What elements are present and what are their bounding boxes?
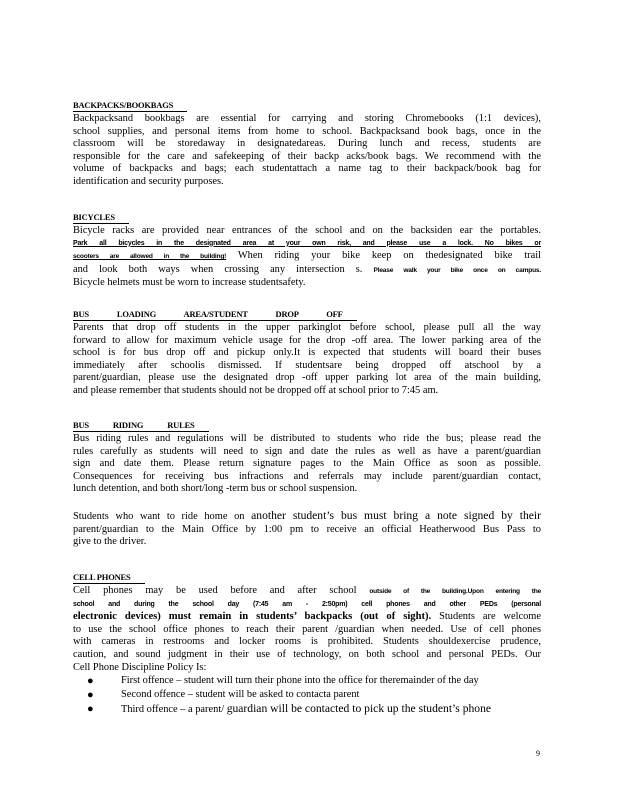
bus-loading-heading: BUS LOADING AREA/STUDENT DROP OFF — [73, 309, 357, 321]
bus-pass-note-line: give to the driver. — [73, 536, 147, 548]
bus-loading-line: parent/guardian, please use the designated drop -off upper parking lot area of the main building, — [73, 372, 541, 384]
cell-phones-heading: CELL PHONES — [73, 572, 145, 584]
page-number: 9 — [536, 749, 540, 758]
list-item: ● Second offence – student will be asked to contacta parent — [87, 689, 360, 702]
bicycles-text: and look both ways when crossing any intersection s. — [73, 263, 374, 275]
bicycles-rule-line: Park all bicycles in the designated area at your own risk, and please use a lock. No bikes or — [73, 239, 541, 247]
backpacks-line: Backpacksand bookbags are essential for carrying and storing Chromebooks (1:1 devices), — [73, 113, 541, 124]
cell-phones-policy-line: Cell Phone Discipline Policy Is: — [73, 661, 207, 673]
bus-pass-note-text: another student’s bus must bring a note signed by their — [251, 509, 541, 522]
bus-loading-line: school is for bus drop off and pickup only.It is expected that students will board their buses — [73, 347, 541, 359]
cell-phones-text: Students are welcome — [431, 611, 541, 623]
bus-loading-line: forward to allow for maximum vehicle usage for the drop -off area. The lower parking area of the — [73, 334, 541, 346]
bicycles-last-line: Bicycle helmets must be worn to increase studentsafety. — [73, 277, 306, 289]
backpacks-line: classroom will be storedaway in designatedareas. During lunch and recess, students are — [73, 138, 541, 150]
list-item: ● Third offence – a parent/ guardian will be contacted to pick up the student’s phone — [87, 702, 492, 716]
cell-phones-line: to use the school office phones to reach their parent /guardian when needed. Use of cell phones — [73, 623, 541, 635]
bicycles-line — [73, 250, 541, 264]
bus-riding-heading: BUS RIDING RULES — [73, 420, 209, 432]
bicycles-line — [73, 264, 541, 278]
bus-loading-section — [73, 304, 541, 398]
cell-phones-line: with cameras in restrooms and locker rooms is prohibited. Students shouldexercise prudence, — [73, 636, 541, 648]
list-item: ● First offence – student will turn their phone into the office for theremainder of the day — [87, 675, 479, 688]
cell-phones-rule-line: school and during the school day (7:45 am - 2:50pm) cell phones and other PEDs (personal — [73, 600, 541, 608]
bus-pass-note-line — [73, 510, 541, 524]
backpacks-line: school supplies, and personal items from home to school. Backpacksand book bags, once in the — [73, 125, 541, 137]
bicycles-rule-text: scooters are allowed in the building! — [73, 253, 227, 261]
bus-loading-line: Parents that drop off students in the upper parkinglot before school, please pull all the way — [73, 322, 541, 333]
bicycles-section — [73, 207, 541, 290]
bicycles-rule-text: Please walk your bike once on campus. — [373, 266, 541, 274]
backpacks-heading: BACKPACKS/BOOKBAGS — [73, 100, 187, 112]
bicycles-line: Bicycle racks are provided near entrances of the school and on the backsiden ear the portables. — [73, 225, 541, 236]
bicycles-heading: BICYCLES — [73, 212, 129, 224]
bus-pass-note-text: Students who want to ride home on — [73, 510, 252, 522]
bus-loading-last-line: and please remember that students should not be dropped off at school prior to 7:45 am. — [73, 384, 439, 396]
cell-phones-bold-text: electronic devices) must remain in students’ backpacks (out of sight). — [73, 611, 432, 623]
bus-riding-line: Consequences for receiving bus infractions and referrals may include parent/guardian contact, — [73, 470, 541, 482]
bus-riding-line: sign and date them. Please return signature pages to the Main Office as soon as possible. — [73, 458, 541, 470]
bus-riding-section — [73, 415, 541, 549]
bus-riding-line: Bus riding rules and regulations will be distributed to students who ride the bus; please read the — [73, 433, 541, 444]
cell-phones-line — [73, 585, 541, 599]
bicycles-text: When riding your bike keep on thedesignated bike trail — [226, 250, 541, 262]
backpacks-section — [73, 95, 541, 189]
bus-loading-line: immediately after schoolis dismissed. If studentsare being dropped off atschool by a — [73, 359, 541, 371]
cell-phones-section — [73, 567, 541, 717]
offence-list — [73, 674, 541, 717]
bus-riding-line: rules carefully as students will need to sign and date the rules as well as have a parent/guardian — [73, 445, 541, 457]
bus-pass-note-line: parent/guardian to the Main Office by 1:00 pm to receive an official Heatherwood Bus Pass to — [73, 523, 541, 535]
bullet-icon: ● — [87, 689, 94, 702]
bullet-icon: ● — [87, 675, 94, 688]
bullet-icon: ● — [87, 703, 94, 716]
cell-phones-line: caution, and sound judgment in their use of technology, on both school and personal PEDs. Our — [73, 648, 541, 660]
backpacks-last-line: identification and security purposes. — [73, 175, 224, 187]
cell-phones-text: Cell phones may be used before and after school — [73, 585, 370, 596]
backpacks-line: responsible for the care and safekeeping of their backp acks/book bags. We recommend with the — [73, 150, 541, 162]
bus-riding-last-line: lunch detention, and both short/long -term bus or school suspension. — [73, 483, 358, 495]
cell-phones-rule-text: outside of the building.Upon entering the — [369, 588, 541, 595]
cell-phones-line — [73, 611, 541, 624]
backpacks-line: volume of backpacks and bags; each studentattach a name tag to their backpack/book bag for — [73, 163, 541, 175]
